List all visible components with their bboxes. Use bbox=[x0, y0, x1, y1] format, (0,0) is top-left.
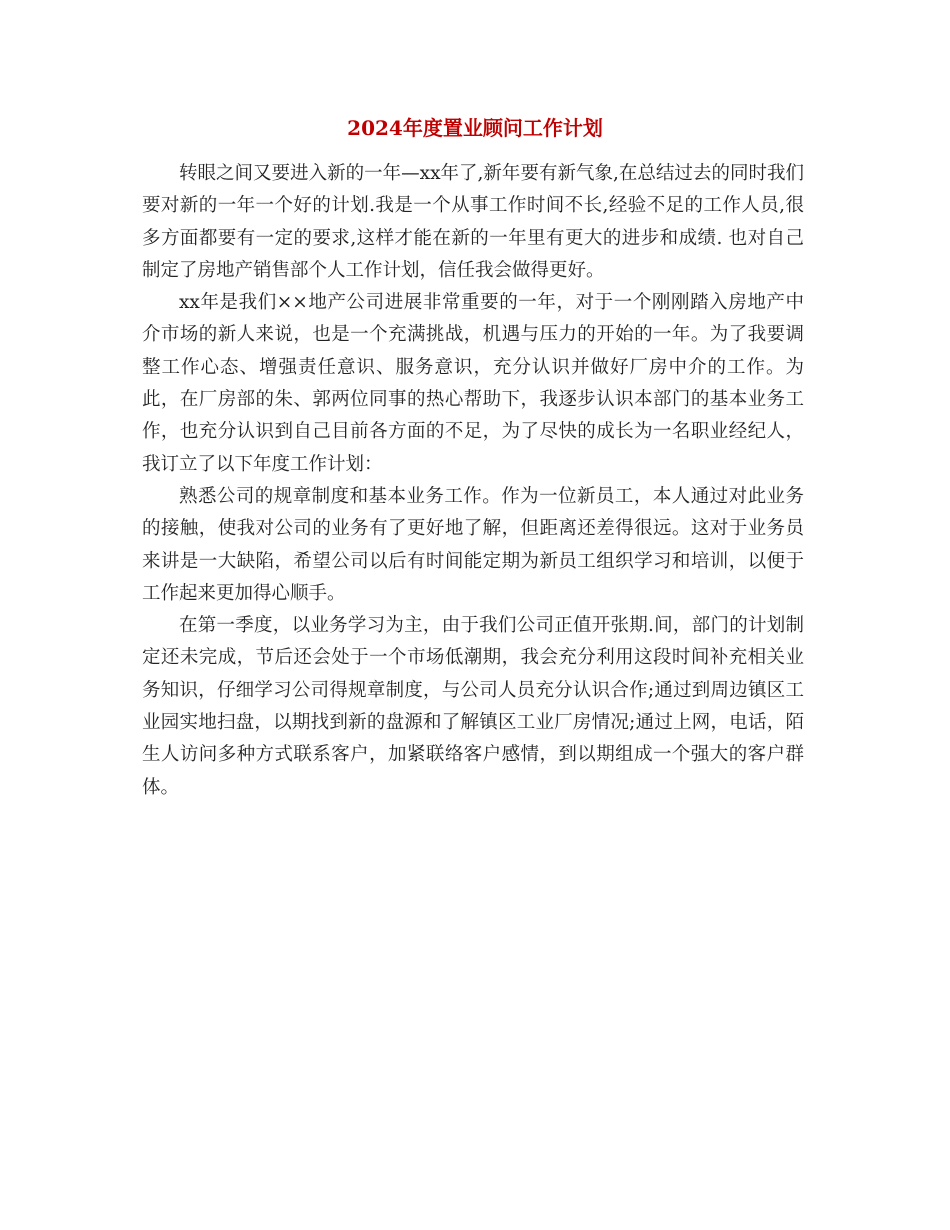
paragraph-first-quarter: 在第一季度，以业务学习为主，由于我们公司正值开张期.间，部门的计划制定还未完成，节后还会处于一个市场低潮期，我会充分利用这段时间补充相关业务知识，仔细学习公司得规章制度，与公司人员充分认识合作;通过到周边镇区工业园实地扫盘，以期找到新的盘源和了解镇区工业厂房情况;通过上网，电话，陌生人访问多种方式联系客户，加紧联络客户感情，到以期组成一个强大的客户群体。 bbox=[142, 615, 804, 798]
paragraph-intro: 转眼之间又要进入新的一年—xx年了,新年要有新气象,在总结过去的同时我们要对新的一年一个好的计划.我是一个从事工作时间不长,经验不足的工作人员,很多方面都要有一定的要求,这样才能在新的一年里有更大的进步和成绩. 也对自己制定了房地产销售部个人工作计划，信任我会做得更好。 bbox=[142, 163, 804, 281]
paragraph-company-year: xx年是我们××地产公司进展非常重要的一年，对于一个刚刚踏入房地产中介市场的新人来说，也是一个充满挑战，机遇与压力的开始的一年。为了我要调整工作心态、增强责任意识、服务意识，充分认识并做好厂房中介的工作。为此，在厂房部的朱、郭两位同事的热心帮助下，我逐步认识本部门的基本业务工作，也充分认识到自己目前各方面的不足，为了尽快的成长为一名职业经纪人，我订立了以下年度工作计划： bbox=[142, 292, 804, 475]
document-title: 2024年度置业顾问工作计划 bbox=[347, 116, 603, 140]
document-body bbox=[142, 158, 804, 804]
paragraph-rules-study: 熟悉公司的规章制度和基本业务工作。作为一位新员工，本人通过对此业务的接触，使我对公司的业务有了更好地了解，但距离还差得很远。这对于业务员来讲是一大缺陷，希望公司以后有时间能定期为新员工组织学习和培训，以便于工作起来更加得心顺手。 bbox=[142, 485, 804, 604]
